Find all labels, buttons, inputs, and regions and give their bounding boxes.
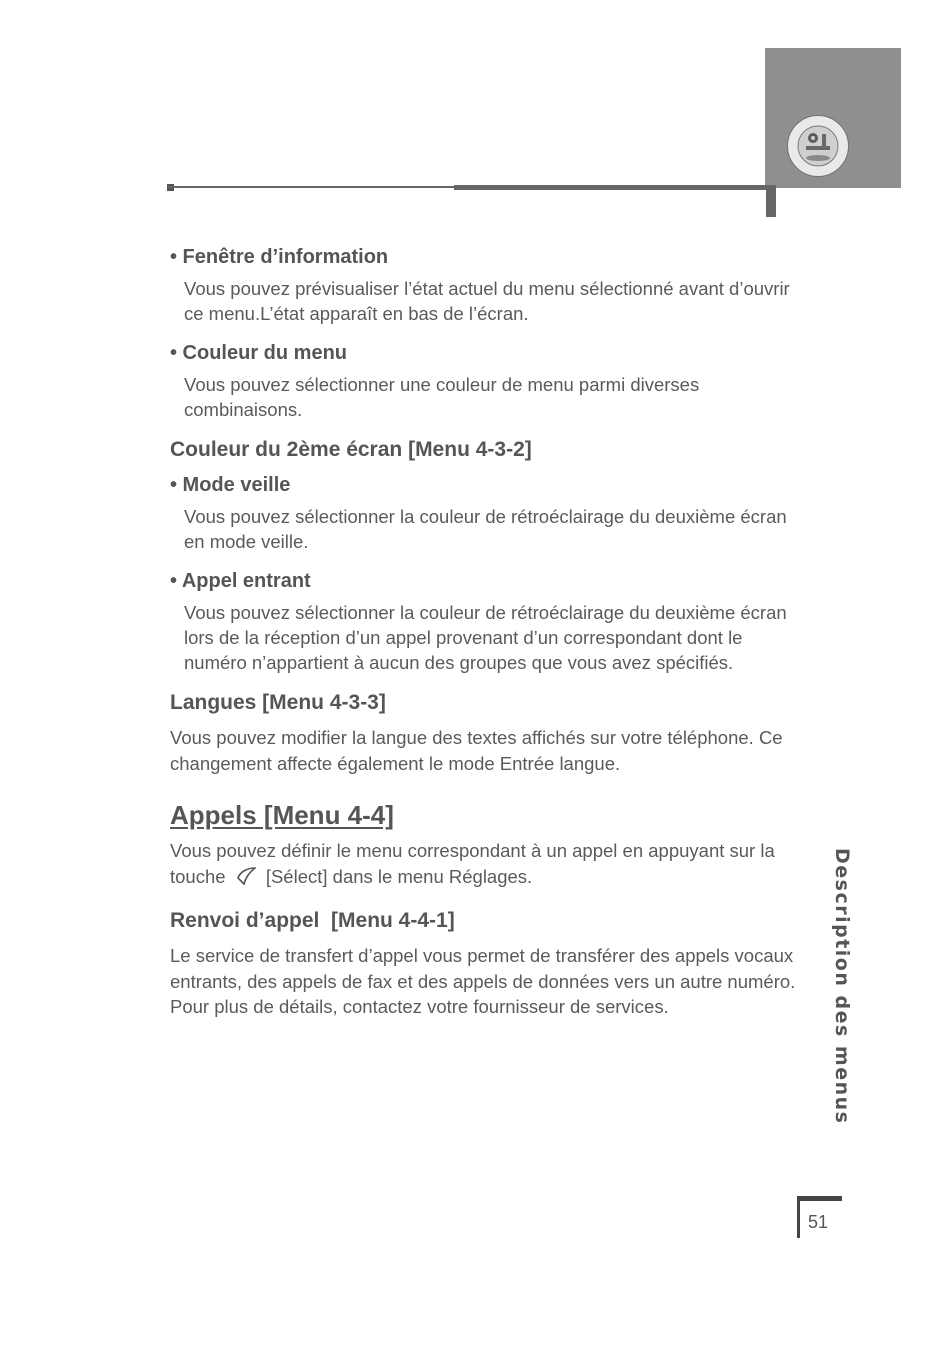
appels-text-after: [Sélect] dans le menu Réglages. [265,865,533,887]
renvoi-heading: Renvoi d’appel [Menu 4-4-1] [170,909,455,932]
renvoi-text: Le service de transfert d’appel vous permet de transférer des appels vocaux entrants, des appels de fax et des appels de données vers un autre numéro. Pour plus de détails, contactez votre fournisseur de services. [170,945,796,1017]
fenetre-heading: • Fenêtre d’information [170,246,389,268]
page-number-bar [799,1196,842,1201]
appel-entrant-heading: • Appel entrant [170,570,311,592]
langues-heading: Langues [Menu 4-3-3] [170,691,386,714]
mode-veille-heading: • Mode veille [170,474,291,496]
appel-entrant-text: Vous pouvez sélectionner la couleur de rétroéclairage du deuxième écran lors de la réception d’un appel provenant d’un correspondant dont le numéro n’appartient à aucun des groupes que vous avez spécifiés. [184,602,787,673]
couleur-2eme-heading: Couleur du 2ème écran [Menu 4-3-2] [170,438,532,461]
couleur-menu-heading: • Couleur du menu [170,342,348,364]
appels-text-before: Vous pouvez définir le menu correspondant à un appel en appuyant sur la touche [170,840,775,887]
page-number-line [797,1196,800,1238]
left-soft-key-icon [235,865,257,894]
page-content [170,244,798,1034]
header-rule-thin [168,186,454,188]
header-rule-thick [454,185,776,190]
fenetre-text: Vous pouvez prévisualiser l’état actuel du menu sélectionné avant d’ouvrir ce menu.L’état apparaît en bas de l’écran. [184,278,790,324]
mode-veille-text: Vous pouvez sélectionner la couleur de rétroéclairage du deuxième écran en mode veille. [184,506,787,552]
side-section-label: Description des menus [831,848,853,1125]
langues-text: Vous pouvez modifier la langue des textes affichés sur votre téléphone. Ce changement affecte également le mode Entrée langue. [170,727,783,774]
appels-heading: Appels [Menu 4-4] [170,800,394,830]
appels-text [170,838,798,893]
gear-wrench-settings-icon [787,115,849,177]
couleur-menu-text: Vous pouvez sélectionner une couleur de menu parmi diverses combinaisons. [184,374,700,420]
page-number: 51 [808,1212,829,1232]
header-rule-drop [766,185,776,217]
